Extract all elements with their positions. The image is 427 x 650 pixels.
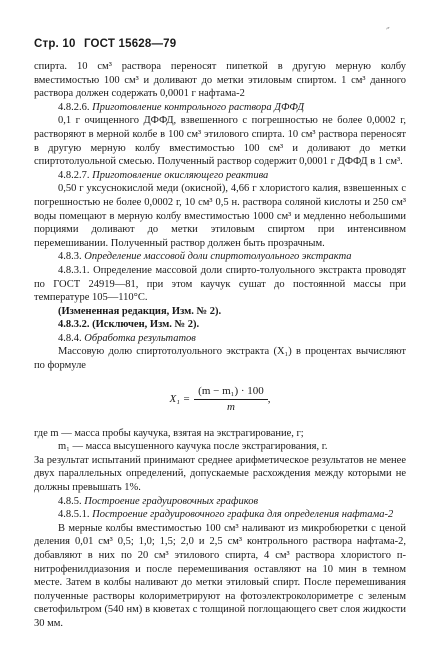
section-number: 4.8.4. bbox=[58, 332, 82, 344]
page-header bbox=[34, 38, 181, 50]
paragraph: 4.8.3.1. Определение массовой доли спирто-толуольного экстракта проводят по ГОСТ 24919—81, при этом каучук сушат до постоянной массы при температуре 105—110°С. bbox=[34, 264, 406, 304]
where-line: m₁ — масса высушенного каучука после экстрагирования, г. bbox=[58, 441, 328, 453]
section-title: Обработка результатов bbox=[84, 332, 196, 344]
paragraph: 0,1 г очищенного ДФФД, взвешенного с погрешностью не более 0,0002 г, растворяют в мерной колбе в 100 см³ этилового спирта. 10 см³ раствора переносят в другую мерную колбу вместимостью 100 см³ и доливают до метки спиртотолуольной смесью. Полученный раствор содержит 0,0001 г ДФФД в 1 см³. bbox=[34, 115, 406, 168]
section-title: Приготовление окисляющего реактива bbox=[92, 169, 269, 181]
formula-numerator: (m − m₁) · 100 bbox=[194, 385, 268, 401]
section-title: Определение массовой доли спиртотолуольного экстракта bbox=[84, 251, 352, 263]
section-title: Построение градуировочного графика для определения нафтама-2 bbox=[92, 509, 394, 521]
formula-fraction bbox=[194, 385, 268, 415]
formula-denominator: m bbox=[227, 401, 235, 414]
section-number: 4.8.5. bbox=[58, 495, 82, 507]
section-number: 4.8.2.7. bbox=[58, 169, 90, 181]
page-label: Стр. 10 bbox=[34, 38, 76, 50]
formula-comma: , bbox=[267, 392, 271, 405]
amendment-note: (Измененная редакция, Изм. № 2). bbox=[58, 305, 222, 317]
section-heading bbox=[34, 332, 406, 346]
formula-lhs: X₁ = bbox=[169, 392, 191, 405]
where-line: где m — масса пробы каучука, взятая на экстрагирование, г; bbox=[34, 427, 304, 439]
section-title: Построение градуировочных графиков bbox=[84, 495, 259, 507]
paragraph: спирта. 10 см³ раствора переносят пипеткой в другую мерную колбу вместимостью 100 см³ и доливают до метки этиловым спиртом. 1 см³ данного раствора должен содержать 0,0001 г нафтама-2 bbox=[34, 61, 406, 100]
paragraph: Массовую долю спиртотолуольного экстракта (X₁) в процентах вычисляют по формуле bbox=[34, 346, 406, 372]
section-number: 4.8.5.1. bbox=[58, 509, 90, 521]
paragraph: В мерные колбы вместимостью 100 см³ наливают из микробюретки с ценой деления 0,01 см³ 0,5; 1,0; 1,5; 2,0 и 2,5 см³ контрольного раствора нафтама-2, добавляют в них по 20 см³ этилового спирта, 4 см³ раствора хлористого п-нитрофенилдиазония и после перемешивания оставляют на 10 мин в темном месте. Затем в колбы наливают до метки этиловый спирт. После перемешивания полученные растворы колориметрируют на фотоэлектроколориметре с зеленым светофильтром (540 нм) в кюветах с толщиной поглощающего свет слоя жидкости 30 мм. bbox=[34, 522, 406, 629]
body-text bbox=[34, 60, 406, 631]
section-heading bbox=[34, 508, 406, 522]
formula bbox=[34, 375, 406, 425]
section-heading bbox=[34, 169, 406, 183]
paragraph: 0,50 г уксуснокислой меди (окисной), 4,66 г хлористого калия, взвешенных с погрешностью не более 0,0002 г, 10 см³ 0,5 н. раствора соляной кислоты и 250 см³ воды помещают в мерную колбу вместимостью 1000 см³ и медленно небольшими порциями доливают до метки этиловым спиртом при интенсивном перемешивании. Полученный раствор должен быть прозрачным. bbox=[34, 183, 406, 249]
section-title: Приготовление контрольного раствора ДФФД bbox=[92, 101, 305, 113]
section-number: 4.8.3. bbox=[58, 251, 82, 263]
standard-number: ГОСТ 15628—79 bbox=[83, 38, 177, 50]
section-heading bbox=[34, 495, 406, 509]
section-heading bbox=[34, 250, 406, 264]
section-number: 4.8.2.6. bbox=[58, 101, 90, 113]
corner-mark: ˶ bbox=[383, 21, 391, 34]
amendment-note: 4.8.3.2. (Исключен, Изм. № 2). bbox=[58, 319, 200, 331]
paragraph: За результат испытаний принимают среднее арифметическое результатов не менее двух параллельных определений, допускаемые расхождения между которыми не должны превышать 1%. bbox=[34, 454, 406, 494]
section-heading bbox=[34, 101, 406, 115]
